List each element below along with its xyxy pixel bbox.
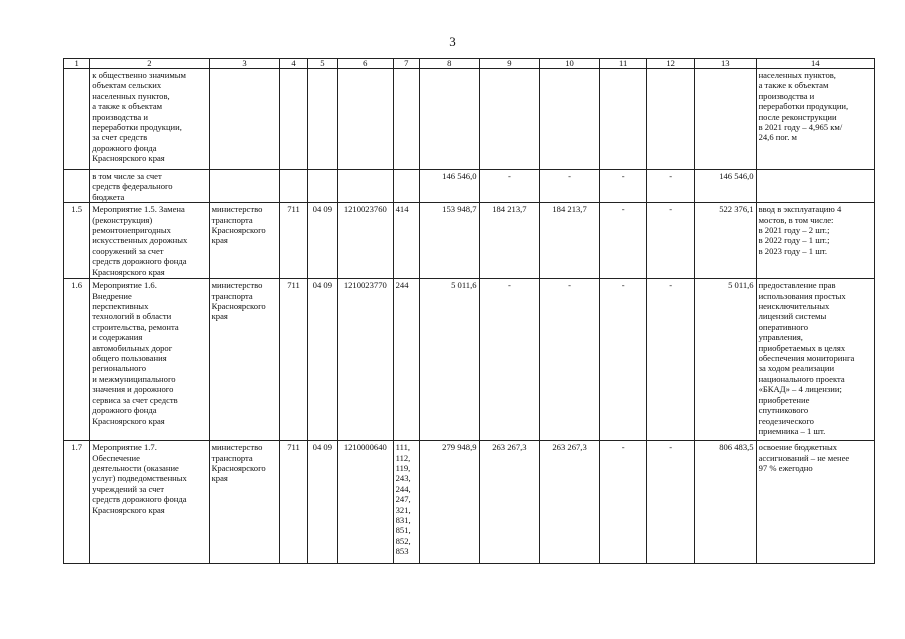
cell-csr: 1210000640	[338, 441, 394, 564]
table-row	[64, 279, 875, 441]
cell-total	[694, 69, 756, 170]
column-header: 9	[479, 59, 540, 69]
cell-col-12: -	[647, 203, 695, 279]
cell-col-11: -	[599, 203, 647, 279]
cell-grbs	[280, 69, 307, 170]
cell-result: населенных пунктов, а также к объектам производства и переработки продукции, после реконструкции в 2021 году – 4,965 км/ 24,6 пог. м	[756, 69, 874, 170]
cell-rzpr	[307, 69, 337, 170]
cell-result: ввод в эксплуатацию 4 мостов, в том числе: в 2021 году – 2 шт.; в 2022 году – 1 шт.; в 2023 году – 1 шт.	[756, 203, 874, 279]
cell-grbs	[280, 170, 307, 203]
cell-vr	[393, 69, 419, 170]
table-row	[64, 203, 875, 279]
column-header: 12	[647, 59, 695, 69]
cell-year-2023: 263 267,3	[540, 441, 600, 564]
cell-rzpr: 04 09	[307, 441, 337, 564]
cell-executor: министерство транспорта Красноярского края	[209, 203, 280, 279]
cell-vr: 414	[393, 203, 419, 279]
cell-col-12	[647, 69, 695, 170]
cell-col-11: -	[599, 279, 647, 441]
cell-grbs: 711	[280, 441, 307, 564]
cell-col-12: -	[647, 279, 695, 441]
column-header: 5	[307, 59, 337, 69]
column-header: 14	[756, 59, 874, 69]
cell-csr	[338, 69, 394, 170]
column-header: 7	[393, 59, 419, 69]
cell-result: освоение бюджетных ассигнований – не менее 97 % ежегодно	[756, 441, 874, 564]
cell-vr: 111, 112, 119, 243, 244, 247, 321, 831, 851, 852, 853	[393, 441, 419, 564]
column-header: 6	[338, 59, 394, 69]
cell-year-2023: -	[540, 279, 600, 441]
cell-item-number: 1.6	[64, 279, 90, 441]
cell-activity-name: к общественно значимым объектам сельских населенных пунктов, а также к объектам производства и переработки продукции, за счет средств дорожного фонда Красноярского края	[90, 69, 209, 170]
header-row	[64, 59, 875, 69]
cell-col-12: -	[647, 441, 695, 564]
cell-col-11: -	[599, 170, 647, 203]
cell-item-number: 1.7	[64, 441, 90, 564]
cell-year-2022: 263 267,3	[479, 441, 540, 564]
table-row	[64, 69, 875, 170]
cell-year-2022: -	[479, 279, 540, 441]
column-header: 4	[280, 59, 307, 69]
table-row	[64, 170, 875, 203]
cell-year-2023: -	[540, 170, 600, 203]
column-header: 11	[599, 59, 647, 69]
cell-item-number: 1.5	[64, 203, 90, 279]
cell-total: 806 483,5	[694, 441, 756, 564]
cell-result	[756, 170, 874, 203]
cell-activity-name: в том числе за счет средств федерального бюджета	[90, 170, 209, 203]
cell-col-11: -	[599, 441, 647, 564]
cell-activity-name: Мероприятие 1.6. Внедрение перспективных технологий в области строительства, ремонта и содержания автомобильных дорог общего пользования регионального и межмуниципального значения и дорожного сервиса за счет средств дорожного фонда Красноярского края	[90, 279, 209, 441]
cell-year-2021: 5 011,6	[419, 279, 479, 441]
cell-year-2022	[479, 69, 540, 170]
column-header: 10	[540, 59, 600, 69]
cell-rzpr: 04 09	[307, 279, 337, 441]
cell-year-2021: 146 546,0	[419, 170, 479, 203]
program-table	[63, 58, 875, 564]
cell-vr	[393, 170, 419, 203]
cell-year-2022: -	[479, 170, 540, 203]
cell-year-2023	[540, 69, 600, 170]
cell-executor	[209, 69, 280, 170]
column-header: 3	[209, 59, 280, 69]
cell-activity-name: Мероприятие 1.5. Замена (реконструкция) ремонтонепригодных искусственных дорожных сооружений за счет средств дорожного фонда Красноярского края	[90, 203, 209, 279]
cell-result: предоставление прав использования простых неисключительных лицензий системы оперативного управления, приобретаемых в целях обеспечения мониторинга за ходом реализации национального проекта «БКАД» – 4 лицензии; приобретение спутникового геодезического приемника – 1 шт.	[756, 279, 874, 441]
cell-col-11	[599, 69, 647, 170]
cell-total: 5 011,6	[694, 279, 756, 441]
cell-activity-name: Мероприятие 1.7. Обеспечение деятельности (оказание услуг) подведомственных учреждений за счет средств дорожного фонда Красноярского края	[90, 441, 209, 564]
column-header: 2	[90, 59, 209, 69]
cell-year-2021	[419, 69, 479, 170]
cell-csr: 1210023770	[338, 279, 394, 441]
cell-rzpr	[307, 170, 337, 203]
cell-year-2023: 184 213,7	[540, 203, 600, 279]
cell-grbs: 711	[280, 203, 307, 279]
cell-total: 522 376,1	[694, 203, 756, 279]
cell-csr	[338, 170, 394, 203]
cell-grbs: 711	[280, 279, 307, 441]
cell-executor	[209, 170, 280, 203]
cell-rzpr: 04 09	[307, 203, 337, 279]
table-row	[64, 441, 875, 564]
cell-vr: 244	[393, 279, 419, 441]
cell-executor: министерство транспорта Красноярского края	[209, 441, 280, 564]
page-number: 3	[449, 34, 456, 49]
cell-year-2021: 153 948,7	[419, 203, 479, 279]
cell-item-number	[64, 69, 90, 170]
column-header: 8	[419, 59, 479, 69]
cell-year-2021: 279 948,9	[419, 441, 479, 564]
cell-item-number	[64, 170, 90, 203]
column-header: 1	[64, 59, 90, 69]
cell-col-12: -	[647, 170, 695, 203]
cell-csr: 1210023760	[338, 203, 394, 279]
cell-total: 146 546,0	[694, 170, 756, 203]
column-header: 13	[694, 59, 756, 69]
cell-year-2022: 184 213,7	[479, 203, 540, 279]
cell-executor: министерство транспорта Красноярского края	[209, 279, 280, 441]
